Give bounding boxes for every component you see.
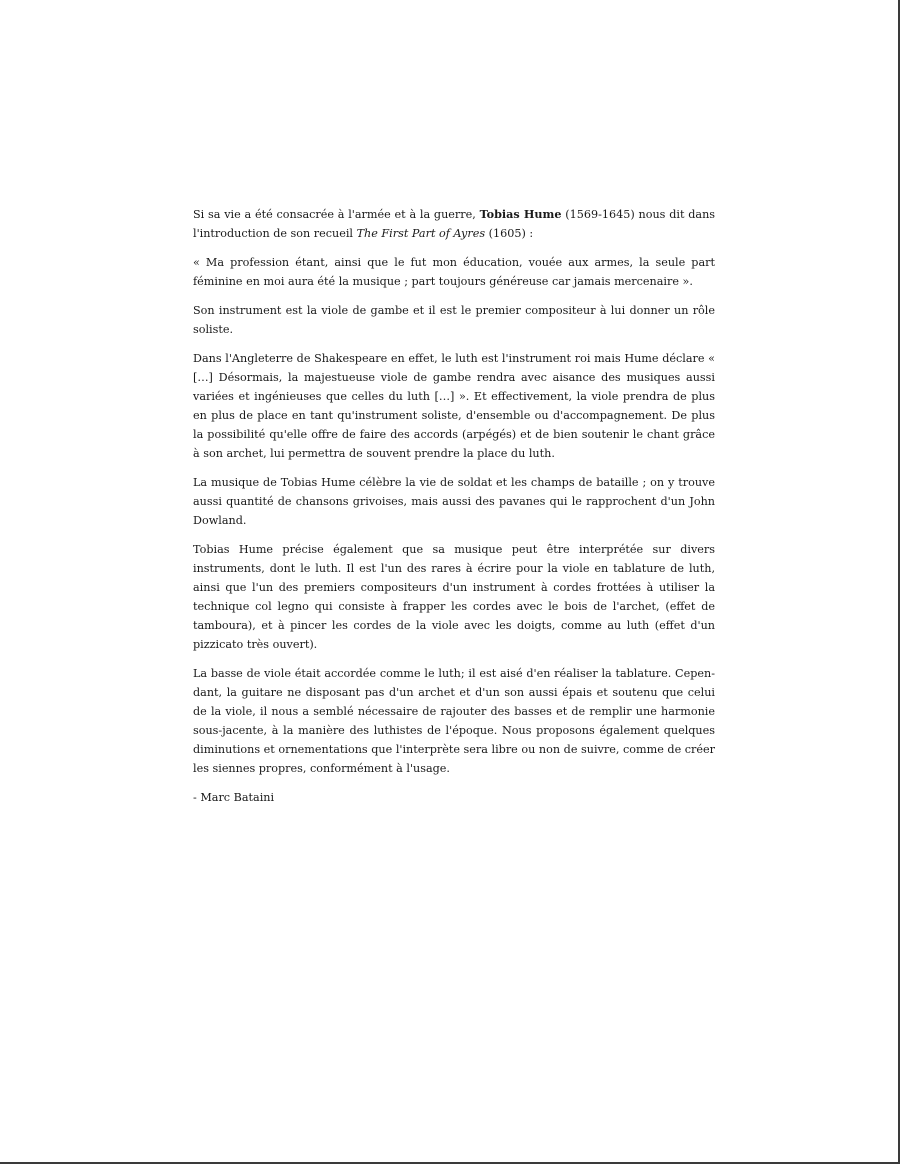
text-body: [193, 205, 715, 817]
paragraph-music: La musique de Tobias Hume célèbre la vie de soldat et les champs de bataille ; on y trouve aussi quantité de chansons grivoises, mais aussi des pavanes qui le rapprochent d'un John Dowland.: [193, 476, 715, 527]
author-signature: - Marc Bataini: [193, 791, 275, 804]
paragraph-shakespeare: Dans l'Angleterre de Shakespeare en effet, le luth est l'instrument roi mais Hume déclare « […] Désormais, la majestueuse viole de gambe rendra avec aisance des musiques aussi variées et ingénieuses que celles du luth […] ». Et effectivement, la viole prendra de plus en plus de place en tant qu'instrument soliste, d'ensemble ou d'accompagnement. De plus la possibilité qu'elle offre de faire des accords (arpégés) et de bien soutenir le chant grâce à son archet, lui permettra de souvent prendre la place du luth.: [193, 352, 715, 460]
paragraph-intro: Si sa vie a été consacrée à l'armée et à la guerre, Tobias Hume (1569-1645) nous dit dans l'introduction de son recueil The First Part of Ayres (1605) :: [193, 207, 716, 240]
collection-title: The First Part of Ayres: [356, 227, 486, 240]
paragraph-quote: « Ma profession étant, ainsi que le fut mon éducation, vouée aux armes, la seule part féminine en moi aura été la musique ; part toujours généreuse car jamais mercenaire ».: [193, 256, 715, 288]
composer-name: Tobias Hume: [479, 207, 562, 221]
paragraph-technique: Tobias Hume précise également que sa musique peut être interprétée sur divers instruments, dont le luth. Il est l'un des rares à écrire pour la viole en tablature de luth, ainsi que l'un des premiers compositeurs d'un instrument à cordes frottées à utiliser la technique col legno qui consiste à frapper les cordes avec le bois de l'archet, (effet de tamboura), et à pincer les cordes de la viole avec les doigts, comme au luth (effet d'un pizzicato très ouvert).: [193, 543, 715, 651]
paragraph-instrument: Son instrument est la viole de gambe et il est le premier compositeur à lui donner un rôle soliste.: [193, 304, 715, 336]
paragraph-transcription: La basse de viole était accordée comme le luth; il est aisé d'en réaliser la tablature. Cependant, la guitare ne disposant pas d'un archet et d'un son aussi épais et soutenu que celui de la viole, il nous a semblé nécessaire de rajouter des basses et de remplir une harmonie sous-jacente, à la manière des luthistes de l'époque. Nous proposons également quelques diminutions et ornementations que l'interprète sera libre ou non de suivre, comme de créer les siennes propres, conformément à l'usage.: [193, 667, 715, 775]
